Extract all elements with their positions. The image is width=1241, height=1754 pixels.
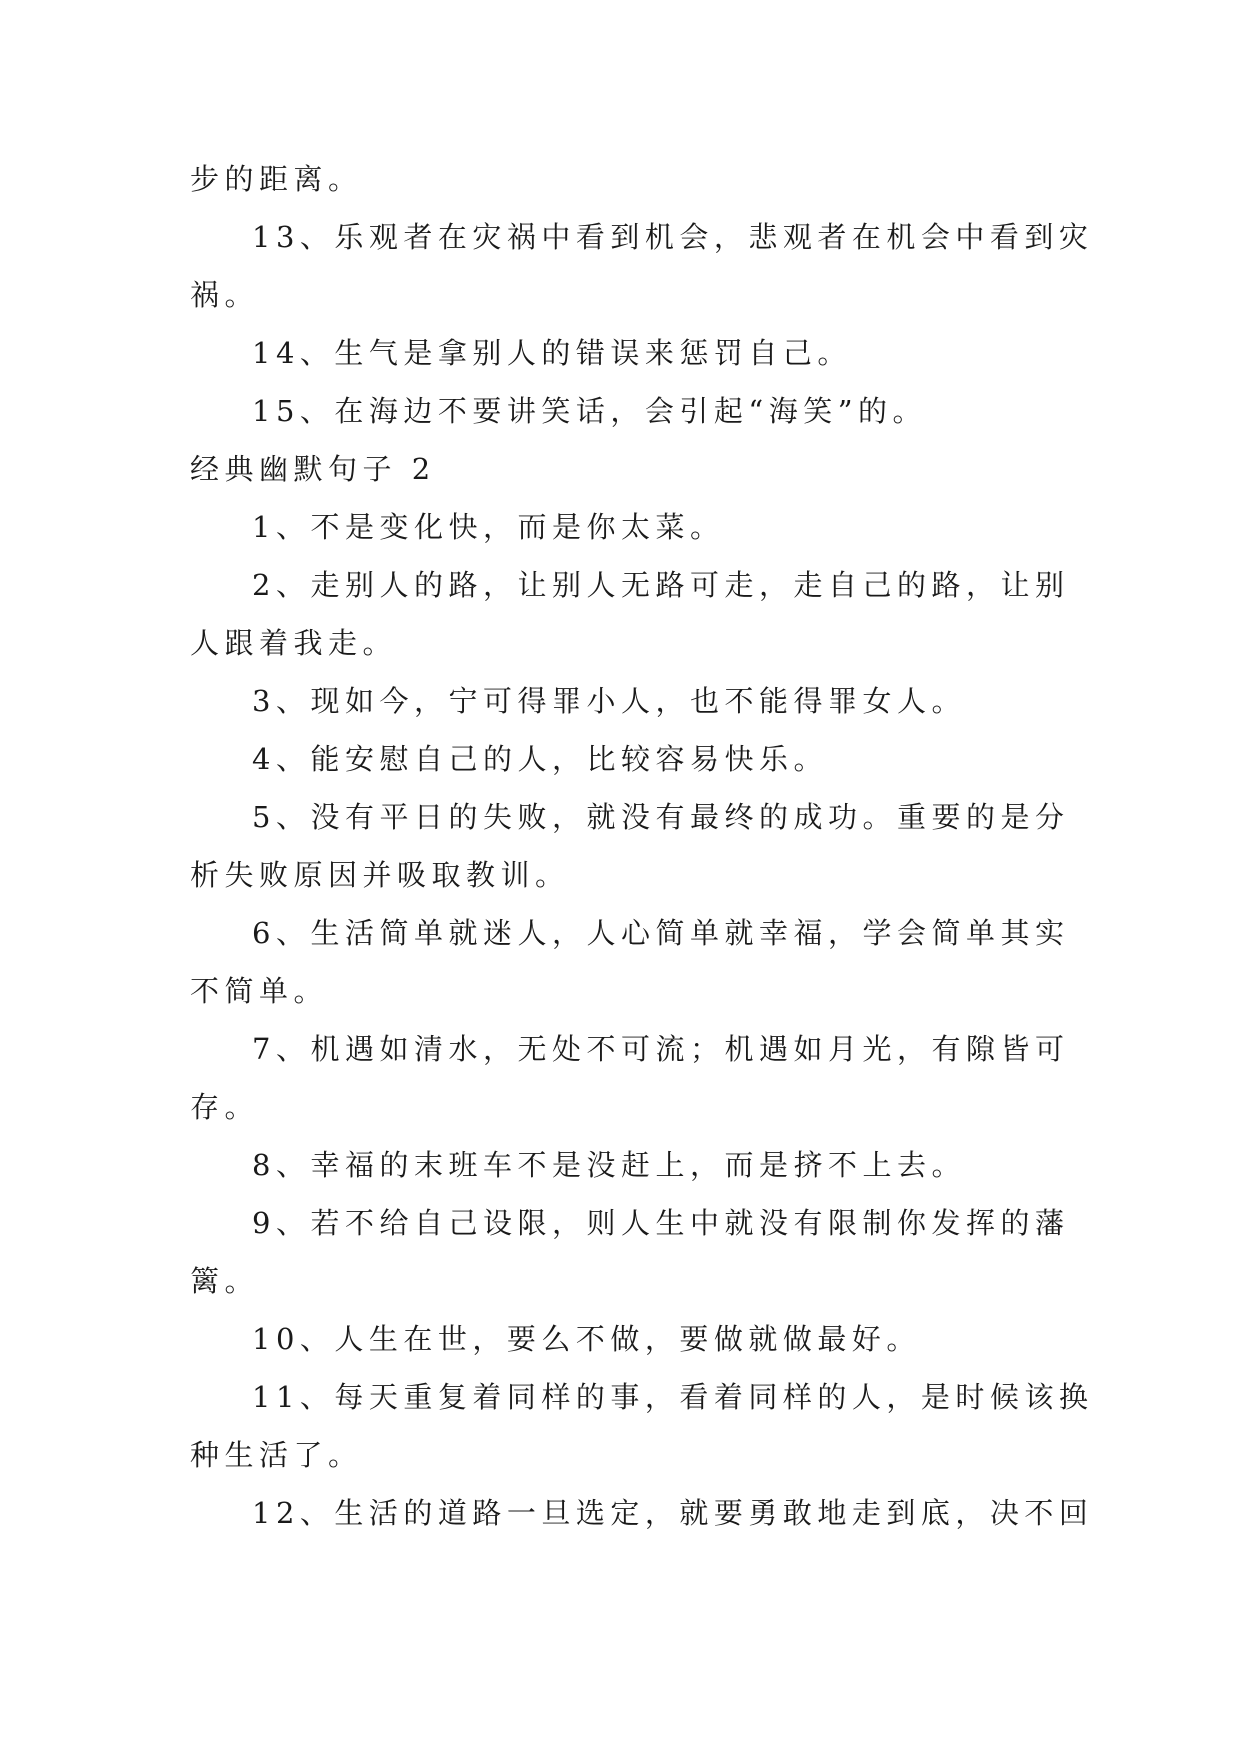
text-line: 步的距离。 xyxy=(190,162,363,196)
text-line: 人跟着我走。 xyxy=(190,626,398,660)
text-line: 种生活了。 xyxy=(190,1438,363,1472)
text-line: 不简单。 xyxy=(190,974,329,1008)
list-item-14: 14、生气是拿别人的错误来惩罚自己。 xyxy=(252,336,852,370)
list-item-12: 12、生活的道路一旦选定，就要勇敢地走到底，决不回 xyxy=(252,1496,1094,1530)
list-item-15: 15、在海边不要讲笑话，会引起“海笑”的。 xyxy=(252,394,928,428)
list-item-1: 1、不是变化快，而是你太菜。 xyxy=(252,510,725,544)
text-line: 篱。 xyxy=(190,1264,260,1298)
list-item-5: 5、没有平日的失败，就没有最终的成功。重要的是分 xyxy=(252,800,1070,834)
text-line: 祸。 xyxy=(190,278,260,312)
document-body xyxy=(190,150,1094,1542)
list-item-13: 13、乐观者在灾祸中看到机会，悲观者在机会中看到灾 xyxy=(252,220,1094,254)
text-line: 析失败原因并吸取教训。 xyxy=(190,858,570,892)
list-item-7: 7、机遇如清水，无处不可流；机遇如月光，有隙皆可 xyxy=(252,1032,1070,1066)
list-item-11: 11、每天重复着同样的事，看着同样的人，是时候该换 xyxy=(252,1380,1094,1414)
text-line: 存。 xyxy=(190,1090,260,1124)
list-item-4: 4、能安慰自己的人，比较容易快乐。 xyxy=(252,742,828,776)
list-item-2: 2、走别人的路，让别人无路可走，走自己的路，让别 xyxy=(252,568,1070,602)
list-item-10: 10、人生在世，要么不做，要做就做最好。 xyxy=(252,1322,921,1356)
list-item-9: 9、若不给自己设限，则人生中就没有限制你发挥的藩 xyxy=(252,1206,1070,1240)
list-item-6: 6、生活简单就迷人，人心简单就幸福，学会简单其实 xyxy=(252,916,1070,950)
section-heading: 经典幽默句子 2 xyxy=(190,452,436,486)
list-item-3: 3、现如今，宁可得罪小人，也不能得罪女人。 xyxy=(252,684,966,718)
list-item-8: 8、幸福的末班车不是没赶上，而是挤不上去。 xyxy=(252,1148,966,1182)
